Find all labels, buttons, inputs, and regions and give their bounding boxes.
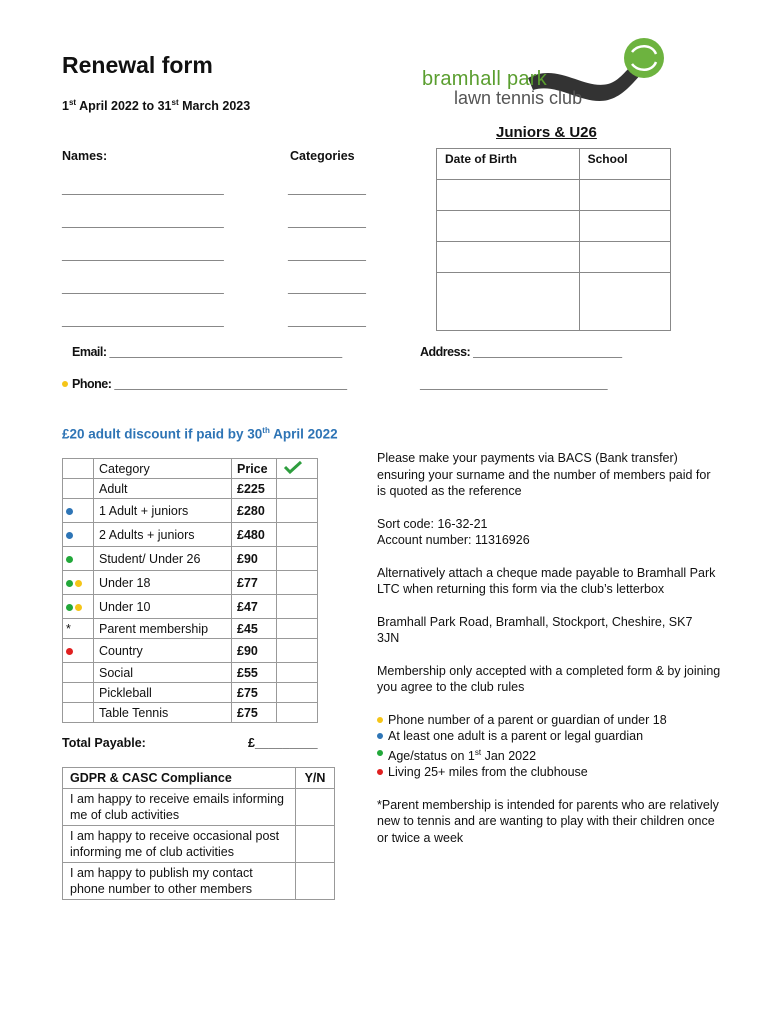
name-field-5[interactable]: _________________________: [62, 314, 224, 328]
category-price: £90: [232, 547, 277, 571]
category-dot-icon: [66, 532, 73, 539]
category-select-cell[interactable]: [277, 479, 318, 499]
category-price: £55: [232, 663, 277, 683]
category-select-cell[interactable]: [277, 571, 318, 595]
gdpr-yn-cell[interactable]: [296, 863, 335, 900]
category-name: Parent membership: [94, 619, 232, 639]
asterisk-marker: *: [66, 621, 71, 636]
juniors-table: [436, 148, 671, 331]
gdpr-statement: I am happy to receive emails informing me of club activities: [63, 789, 296, 826]
category-select-cell[interactable]: [277, 703, 318, 723]
pricing-row: [63, 571, 318, 595]
category-dot-icon: [66, 508, 73, 515]
category-marker: [63, 703, 94, 723]
category-price: £280: [232, 499, 277, 523]
pricing-row: [63, 523, 318, 547]
category-marker: [63, 479, 94, 499]
school-cell[interactable]: [579, 242, 670, 273]
category-marker: [63, 571, 94, 595]
gdpr-table: [62, 767, 335, 900]
category-marker: [63, 595, 94, 619]
category-price: £77: [232, 571, 277, 595]
pricing-row: [63, 595, 318, 619]
category-select-cell[interactable]: [277, 499, 318, 523]
category-select-cell[interactable]: [277, 595, 318, 619]
category-name: Pickleball: [94, 683, 232, 703]
gdpr-header: GDPR & CASC Compliance: [63, 768, 296, 789]
pricing-row: [63, 479, 318, 499]
dob-cell[interactable]: [437, 273, 580, 331]
category-marker: [63, 619, 94, 639]
category-requirements: [377, 712, 722, 781]
total-payable-label: Total Payable:: [62, 736, 146, 750]
category-select-cell[interactable]: [277, 547, 318, 571]
category-select-cell[interactable]: [277, 639, 318, 663]
payment-instructions: Please make your payments via BACS (Bank transfer) ensuring your surname and the number of members paid for is quoted as the reference: [377, 451, 711, 498]
date-part: March 2023: [178, 99, 251, 114]
dob-cell[interactable]: [437, 180, 580, 211]
marker-header: [63, 459, 94, 479]
school-cell[interactable]: [579, 273, 670, 331]
discount-suffix: th: [262, 426, 270, 435]
membership-period: [62, 98, 250, 113]
club-address: Bramhall Park Road, Bramhall, Stockport, Cheshire, SK7 3JN: [377, 614, 693, 645]
gdpr-statement: I am happy to publish my contact phone number to other members: [63, 863, 296, 900]
phone-field[interactable]: Phone: ____________________________________: [72, 377, 347, 391]
pricing-row: [63, 499, 318, 523]
gdpr-row: [63, 863, 335, 900]
cheque-instructions: Alternatively attach a cheque made payable to Bramhall Park LTC when returning this form via the club’s letterbox: [377, 565, 716, 596]
category-price: £45: [232, 619, 277, 639]
category-dot-icon: [66, 580, 73, 587]
parent-membership-note: *Parent membership is intended for parents who are relatively new to tennis and are wanting to play with their children once or twice a week: [377, 797, 719, 845]
category-marker: [63, 663, 94, 683]
category-name: Table Tennis: [94, 703, 232, 723]
requirement-suffix: st: [474, 747, 482, 757]
sort-code: Sort code: 16-32-21: [377, 516, 488, 531]
pricing-table: [62, 458, 318, 723]
category-select-cell[interactable]: [277, 523, 318, 547]
discount-text: April 2022: [269, 426, 338, 442]
pricing-row: [63, 663, 318, 683]
category-name: Under 10: [94, 595, 232, 619]
category-marker: [63, 547, 94, 571]
pricing-row: [63, 619, 318, 639]
green-dot-icon: [377, 750, 383, 756]
category-marker: [63, 683, 94, 703]
category-name: 2 Adults + juniors: [94, 523, 232, 547]
category-dot-icon: [75, 604, 82, 611]
category-field-2[interactable]: ____________: [288, 215, 366, 229]
categories-label: Categories: [290, 149, 355, 163]
category-name: Social: [94, 663, 232, 683]
category-price: £90: [232, 639, 277, 663]
gdpr-yn-cell[interactable]: [296, 826, 335, 863]
blue-dot-icon: [377, 733, 383, 739]
category-name: Adult: [94, 479, 232, 499]
category-marker: [63, 499, 94, 523]
address-field-line2[interactable]: _____________________________: [420, 377, 608, 391]
logo-name: bramhall park: [422, 68, 548, 90]
category-dot-icon: [75, 580, 82, 587]
category-field-3[interactable]: ____________: [288, 248, 366, 262]
category-select-cell[interactable]: [277, 683, 318, 703]
requirement-text: Jan 2022: [481, 748, 537, 763]
name-field-1[interactable]: _________________________: [62, 182, 224, 196]
category-price: £225: [232, 479, 277, 499]
requirement-text: Living 25+ miles from the clubhouse: [388, 765, 588, 780]
pricing-row: [63, 703, 318, 723]
category-field-4[interactable]: ____________: [288, 281, 366, 295]
gdpr-yn-cell[interactable]: [296, 789, 335, 826]
red-dot-icon: [377, 769, 383, 775]
pricing-row: [63, 547, 318, 571]
requirement-item: [377, 764, 722, 781]
logo-subtitle: lawn tennis club: [454, 88, 583, 108]
address-field[interactable]: Address: _______________________: [420, 345, 622, 359]
school-cell[interactable]: [579, 180, 670, 211]
discount-text: £20 adult discount if paid by 30: [62, 426, 263, 442]
gdpr-statement: I am happy to receive occasional post informing me of club activities: [63, 826, 296, 863]
school-cell[interactable]: [579, 211, 670, 242]
category-price: £480: [232, 523, 277, 547]
juniors-title: Juniors & U26: [496, 124, 597, 141]
name-field-4[interactable]: _________________________: [62, 281, 224, 295]
category-field-5[interactable]: ____________: [288, 314, 366, 328]
names-label: Names:: [62, 149, 108, 163]
acceptance-note: Membership only accepted with a completed form & by joining you agree to the club rules: [377, 663, 721, 694]
school-header: School: [579, 149, 670, 180]
category-price: £75: [232, 703, 277, 723]
discount-notice: [62, 426, 338, 442]
requirement-text: Phone number of a parent or guardian of under 18: [388, 712, 667, 727]
category-name: Student/ Under 26: [94, 547, 232, 571]
category-price: £47: [232, 595, 277, 619]
requirement-text: At least one adult is a parent or legal guardian: [388, 729, 644, 743]
dob-cell[interactable]: [437, 211, 580, 242]
category-header: Category: [94, 459, 232, 479]
gdpr-row: [63, 789, 335, 826]
yellow-dot-icon: [377, 717, 383, 723]
date-part: 1: [62, 99, 69, 114]
dob-cell[interactable]: [437, 242, 580, 273]
category-name: Under 18: [94, 571, 232, 595]
requirement-item: [377, 745, 722, 765]
category-select-cell[interactable]: [277, 663, 318, 683]
checkmark-icon: [277, 459, 318, 479]
dob-header: Date of Birth: [437, 149, 580, 180]
category-marker: [63, 639, 94, 663]
requirement-item: [377, 712, 722, 729]
yn-header: Y/N: [296, 768, 335, 789]
category-name: Country: [94, 639, 232, 663]
date-part: April 2022 to 31: [76, 99, 172, 114]
requirement-item: [377, 728, 722, 745]
category-dot-icon: [66, 604, 73, 611]
email-field[interactable]: Email: ____________________________________: [72, 345, 342, 359]
category-field-1[interactable]: ____________: [288, 182, 366, 196]
page-title: Renewal form: [62, 52, 213, 78]
name-field-3[interactable]: _________________________: [62, 248, 224, 262]
category-dot-icon: [66, 556, 73, 563]
date-suffix: st: [171, 98, 179, 107]
pricing-row: [63, 639, 318, 663]
account-number: Account number: 11316926: [377, 533, 530, 547]
category-marker: [63, 523, 94, 547]
category-name: 1 Adult + juniors: [94, 499, 232, 523]
price-header: Price: [232, 459, 277, 479]
date-suffix: st: [68, 98, 77, 107]
name-field-2[interactable]: _________________________: [62, 215, 224, 229]
category-select-cell[interactable]: [277, 619, 318, 639]
payment-info: [377, 450, 722, 846]
total-payable-field[interactable]: £_________: [248, 736, 318, 750]
gdpr-row: [63, 826, 335, 863]
category-price: £75: [232, 683, 277, 703]
category-dot-icon: [66, 648, 73, 655]
pricing-row: [63, 683, 318, 703]
club-logo: [418, 32, 668, 112]
phone-marker-icon: [62, 381, 68, 387]
requirement-text: Age/status on 1: [388, 748, 475, 763]
